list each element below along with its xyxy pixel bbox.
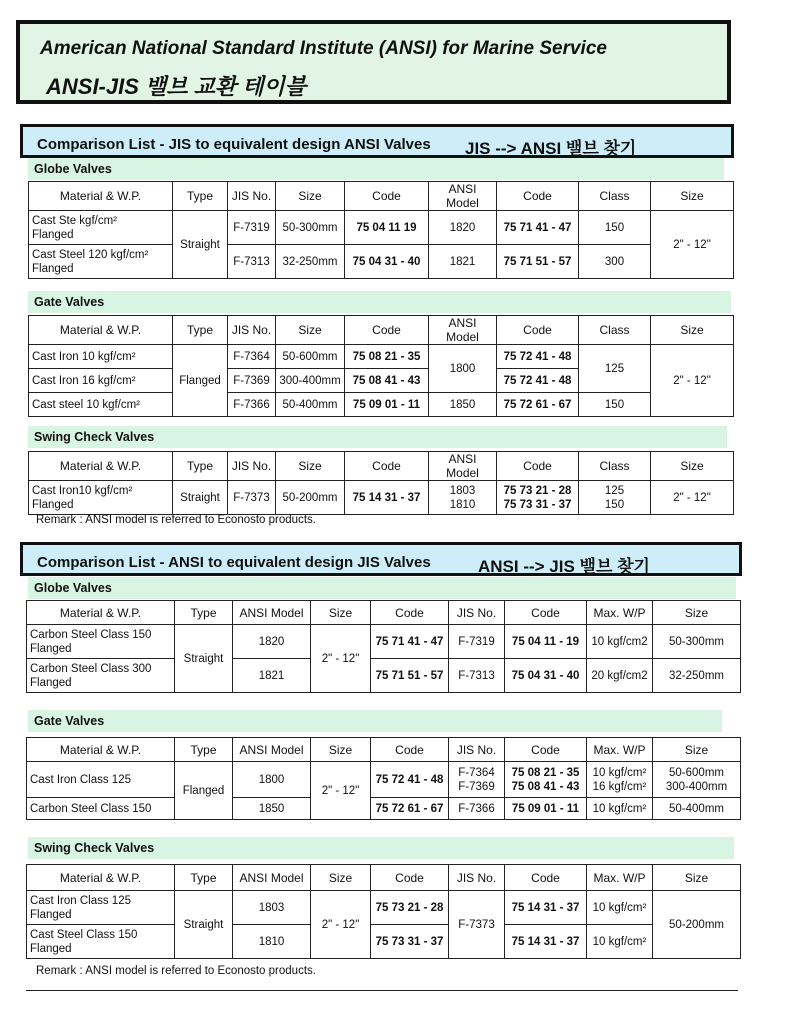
code-cell: 75 72 41 - 48 [497, 369, 579, 393]
ansi-model-cell: 1803 [233, 891, 311, 925]
code-cell: 75 09 01 - 11 [505, 798, 587, 820]
header-code: Code [497, 316, 579, 345]
document-title-box [16, 20, 731, 104]
header-size: Size [311, 738, 371, 762]
jis-no-cell: F-7313 [449, 659, 505, 693]
size-cell: 50-400mm [653, 798, 741, 820]
table-row [27, 925, 741, 959]
code-cell: 75 72 61 - 67 [497, 393, 579, 417]
header-jis-no: JIS No. [228, 452, 276, 481]
header-material: Material & W.P. [27, 738, 175, 762]
header-class: Class [579, 452, 651, 481]
size-cell: 50-200mm [276, 481, 345, 515]
header-code: Code [505, 601, 587, 625]
table-row [27, 891, 741, 925]
header-size: Size [653, 865, 741, 891]
ansi-model-cell: 1821 [429, 245, 497, 279]
ansi-model-cell: 1850 [233, 798, 311, 820]
size-range-cell: 2" - 12" [651, 345, 734, 417]
ansi-model-cell: 1850 [429, 393, 497, 417]
size-range-cell: 2" - 12" [311, 625, 371, 693]
header-type: Type [175, 738, 233, 762]
material-cell: Carbon Steel Class 150 Flanged [27, 625, 175, 659]
header-size: Size [651, 182, 734, 211]
size-cell: 50-600mm [276, 345, 345, 369]
section-heading-korean: JIS --> ANSI 밸브 찾기 [465, 139, 637, 158]
header-type: Type [175, 865, 233, 891]
ansi-model-cell: 1803 1810 [429, 481, 497, 515]
size-cell: 50-300mm [276, 211, 345, 245]
jis-no-cell: F-7366 [449, 798, 505, 820]
table-jis-gate [28, 315, 734, 417]
size-range-cell: 2" - 12" [311, 891, 371, 959]
material-cell: Carbon Steel Class 300 Flanged [27, 659, 175, 693]
header-code: Code [371, 601, 449, 625]
code-cell: 75 73 21 - 28 75 73 31 - 37 [497, 481, 579, 515]
header-code: Code [497, 182, 579, 211]
subsection-label: Swing Check Valves [34, 430, 155, 444]
header-max-wp: Max. W/P [587, 865, 653, 891]
document-title: American National Standard Institute (ANSI) for Marine Service [40, 38, 607, 59]
jis-no-cell: F-7373 [449, 891, 505, 959]
subsection-label: Gate Valves [34, 714, 105, 728]
header-code: Code [371, 865, 449, 891]
table-jis-globe [28, 181, 734, 279]
jis-no-cell: F-7319 [449, 625, 505, 659]
ansi-model-cell: 1810 [233, 925, 311, 959]
ansi-model-cell: 1820 [233, 625, 311, 659]
header-max-wp: Max. W/P [587, 601, 653, 625]
material-cell: Carbon Steel Class 150 [27, 798, 175, 820]
code-cell: 75 08 41 - 43 [345, 369, 429, 393]
class-cell: 300 [579, 245, 651, 279]
size-cell: 50-400mm [276, 393, 345, 417]
header-max-wp: Max. W/P [587, 738, 653, 762]
code-cell: 75 14 31 - 37 [345, 481, 429, 515]
header-size: Size [276, 182, 345, 211]
table-jis-swing [28, 451, 734, 515]
header-material: Material & W.P. [29, 182, 173, 211]
code-cell: 75 71 41 - 47 [371, 625, 449, 659]
material-cell: Cast Ste kgf/cm² Flanged [29, 211, 173, 245]
table-row [29, 245, 734, 279]
size-cell: 50-300mm [653, 625, 741, 659]
code-cell: 75 09 01 - 11 [345, 393, 429, 417]
ansi-model-cell: 1800 [233, 762, 311, 798]
table-ansi-gate [26, 737, 741, 820]
class-cell: 125 150 [579, 481, 651, 515]
type-cell: Straight [173, 211, 228, 279]
header-ansi-model: ANSI Model [233, 865, 311, 891]
header-size: Size [651, 316, 734, 345]
table-row [29, 211, 734, 245]
size-range-cell: 2" - 12" [311, 762, 371, 820]
max-wp-cell: 10 kgf/cm² [587, 891, 653, 925]
subsection-swing-check-valves [28, 837, 734, 859]
max-wp-cell: 10 kgf/cm² [587, 925, 653, 959]
header-size: Size [653, 738, 741, 762]
jis-no-cell: F-7313 [228, 245, 276, 279]
size-cell: 300-400mm [276, 369, 345, 393]
header-type: Type [173, 182, 228, 211]
size-cell: 32-250mm [276, 245, 345, 279]
ansi-model-cell: 1800 [429, 345, 497, 393]
header-size: Size [653, 601, 741, 625]
type-cell: Straight [173, 481, 228, 515]
code-cell: 75 73 21 - 28 [371, 891, 449, 925]
header-ansi-model: ANSI Model [429, 182, 497, 211]
section-heading-jis-to-ansi [20, 124, 734, 158]
header-size: Size [311, 601, 371, 625]
table-ansi-swing [26, 864, 741, 959]
max-wp-cell: 20 kgf/cm2 [587, 659, 653, 693]
code-cell: 75 04 31 - 40 [505, 659, 587, 693]
section-heading-ansi-to-jis [20, 542, 742, 576]
table-ansi-globe [26, 600, 741, 693]
material-cell: Cast Iron10 kgf/cm² Flanged [29, 481, 173, 515]
header-ansi-model: ANSI Model [233, 738, 311, 762]
header-code: Code [345, 182, 429, 211]
header-code: Code [345, 452, 429, 481]
table-row [27, 798, 741, 820]
size-range-cell: 2" - 12" [651, 481, 734, 515]
header-jis-no: JIS No. [449, 738, 505, 762]
jis-no-cell: F-7366 [228, 393, 276, 417]
code-cell: 75 72 61 - 67 [371, 798, 449, 820]
header-ansi-model: ANSI Model [233, 601, 311, 625]
material-cell: Cast Iron 10 kgf/cm² [29, 345, 173, 369]
code-cell: 75 72 41 - 48 [497, 345, 579, 369]
material-cell: Cast Steel 120 kgf/cm² Flanged [29, 245, 173, 279]
bottom-divider [26, 990, 738, 991]
material-cell: Cast Steel Class 150 Flanged [27, 925, 175, 959]
section-heading-text: Comparison List - ANSI to equivalent design JIS Valves [37, 554, 431, 571]
header-material: Material & W.P. [29, 452, 173, 481]
header-size: Size [651, 452, 734, 481]
header-code: Code [505, 738, 587, 762]
size-cell: 32-250mm [653, 659, 741, 693]
code-cell: 75 71 51 - 57 [497, 245, 579, 279]
code-cell: 75 08 21 - 35 75 08 41 - 43 [505, 762, 587, 798]
header-type: Type [175, 601, 233, 625]
header-jis-no: JIS No. [449, 601, 505, 625]
code-cell: 75 04 31 - 40 [345, 245, 429, 279]
class-cell: 125 [579, 345, 651, 393]
table-row [29, 393, 734, 417]
header-type: Type [173, 316, 228, 345]
header-code: Code [371, 738, 449, 762]
remark-text: Remark : ANSI model is referred to Econosto products. [36, 965, 316, 977]
subsection-label: Globe Valves [34, 162, 112, 176]
code-cell: 75 73 31 - 37 [371, 925, 449, 959]
max-wp-cell: 10 kgf/cm² 16 kgf/cm² [587, 762, 653, 798]
code-cell: 75 14 31 - 37 [505, 891, 587, 925]
header-class: Class [579, 316, 651, 345]
jis-no-cell: F-7319 [228, 211, 276, 245]
material-cell: Cast Iron Class 125 [27, 762, 175, 798]
code-cell: 75 04 11 19 [345, 211, 429, 245]
ansi-model-cell: 1821 [233, 659, 311, 693]
header-jis-no: JIS No. [228, 316, 276, 345]
subsection-globe-valves [28, 577, 736, 599]
jis-no-cell: F-7364 F-7369 [449, 762, 505, 798]
jis-no-cell: F-7369 [228, 369, 276, 393]
section-heading-korean: ANSI --> JIS 밸브 찾기 [478, 557, 650, 576]
header-type: Type [173, 452, 228, 481]
section-heading-text: Comparison List - JIS to equivalent design ANSI Valves [37, 136, 431, 153]
subsection-label: Gate Valves [34, 295, 105, 309]
ansi-model-cell: 1820 [429, 211, 497, 245]
document-subtitle: ANSI-JIS 밸브 교환 테이블 [46, 74, 307, 99]
header-ansi-model: ANSI Model [429, 452, 497, 481]
size-range-cell: 2" - 12" [651, 211, 734, 279]
table-row [27, 625, 741, 659]
type-cell: Straight [175, 625, 233, 693]
code-cell: 75 04 11 - 19 [505, 625, 587, 659]
table-row [27, 659, 741, 693]
table-row [29, 345, 734, 369]
code-cell: 75 08 21 - 35 [345, 345, 429, 369]
size-cell: 50-600mm 300-400mm [653, 762, 741, 798]
class-cell: 150 [579, 211, 651, 245]
table-row [27, 762, 741, 798]
jis-no-cell: F-7364 [228, 345, 276, 369]
type-cell: Flanged [175, 762, 233, 820]
type-cell: Flanged [173, 345, 228, 417]
material-cell: Cast Iron Class 125 Flanged [27, 891, 175, 925]
jis-no-cell: F-7373 [228, 481, 276, 515]
header-material: Material & W.P. [27, 865, 175, 891]
header-class: Class [579, 182, 651, 211]
header-code: Code [497, 452, 579, 481]
header-size: Size [311, 865, 371, 891]
code-cell: 75 71 41 - 47 [497, 211, 579, 245]
size-cell: 50-200mm [653, 891, 741, 959]
header-ansi-model: ANSI Model [429, 316, 497, 345]
subsection-gate-valves [28, 291, 731, 313]
table-row [29, 481, 734, 515]
code-cell: 75 72 41 - 48 [371, 762, 449, 798]
header-jis-no: JIS No. [449, 865, 505, 891]
subsection-swing-check-valves [28, 426, 727, 448]
material-cell: Cast steel 10 kgf/cm² [29, 393, 173, 417]
subsection-gate-valves [28, 710, 722, 732]
header-jis-no: JIS No. [228, 182, 276, 211]
header-material: Material & W.P. [27, 601, 175, 625]
subsection-globe-valves [28, 158, 724, 180]
code-cell: 75 71 51 - 57 [371, 659, 449, 693]
class-cell: 150 [579, 393, 651, 417]
header-code: Code [345, 316, 429, 345]
max-wp-cell: 10 kgf/cm2 [587, 625, 653, 659]
header-size: Size [276, 452, 345, 481]
max-wp-cell: 10 kgf/cm² [587, 798, 653, 820]
subsection-label: Globe Valves [34, 581, 112, 595]
header-code: Code [505, 865, 587, 891]
material-cell: Cast Iron 16 kgf/cm² [29, 369, 173, 393]
type-cell: Straight [175, 891, 233, 959]
header-size: Size [276, 316, 345, 345]
subsection-label: Swing Check Valves [34, 841, 155, 855]
code-cell: 75 14 31 - 37 [505, 925, 587, 959]
header-material: Material & W.P. [29, 316, 173, 345]
remark-text: Remark : ANSI model is referred to Econosto products. [36, 514, 316, 526]
